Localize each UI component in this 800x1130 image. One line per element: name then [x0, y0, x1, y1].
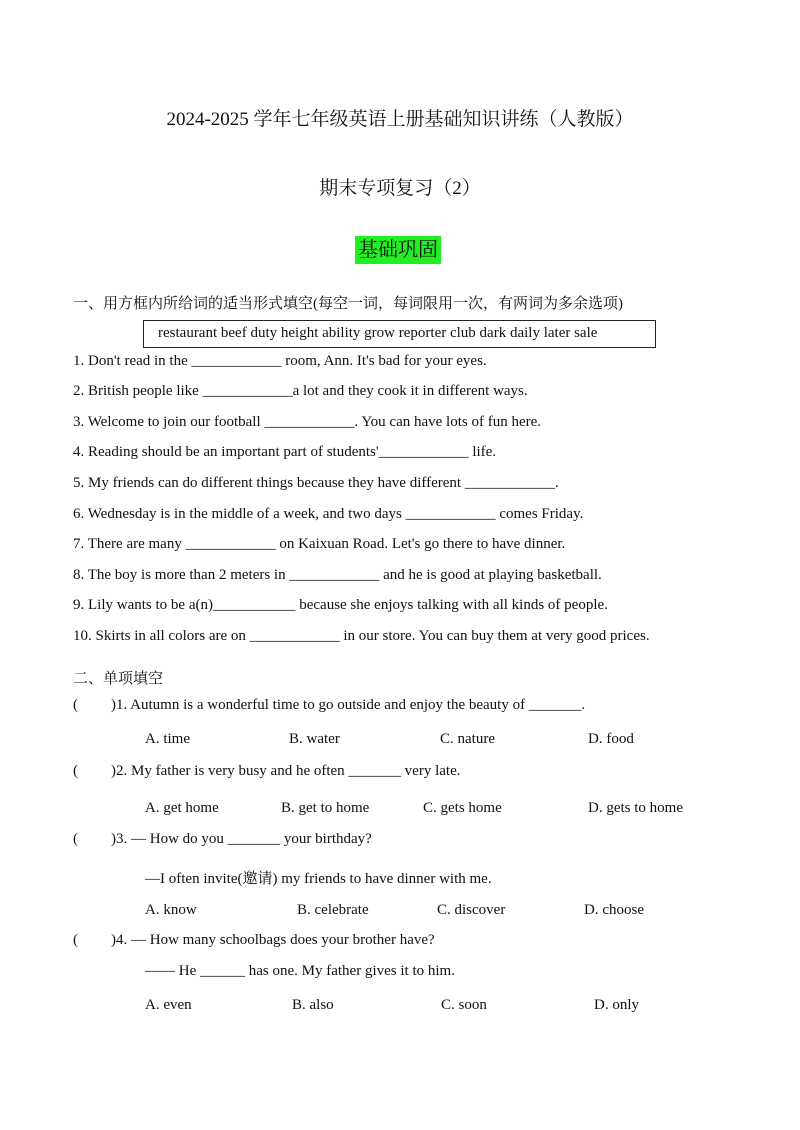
option: A. get home: [145, 800, 219, 816]
fill-item: 8. The boy is more than 2 meters in ____________ and he is good at playing basketball.: [73, 567, 602, 583]
question-reply: —— He ______ has one. My father gives it to him.: [145, 963, 455, 979]
option: C. nature: [440, 731, 495, 747]
fill-item: 1. Don't read in the ____________ room, Ann. It's bad for your eyes.: [73, 353, 487, 369]
option: A. even: [145, 997, 192, 1013]
answer-paren: (: [73, 932, 78, 948]
option: C. soon: [441, 997, 487, 1013]
section1-heading: 一、用方框内所给词的适当形式填空(每空一词，每词限用一次，有两词为多余选项): [73, 296, 623, 312]
answer-paren: (: [73, 697, 78, 713]
fill-item: 10. Skirts in all colors are on ____________ in our store. You can buy them at very good prices.: [73, 628, 650, 644]
option: A. know: [145, 902, 197, 918]
question-stem: )4. — How many schoolbags does your brother have?: [111, 932, 435, 948]
section2-heading: 二、单项填空: [73, 671, 164, 687]
answer-paren: (: [73, 763, 78, 779]
option: A. time: [145, 731, 190, 747]
option: D. choose: [584, 902, 644, 918]
option: D. only: [594, 997, 639, 1013]
option: D. food: [588, 731, 634, 747]
option: B. get to home: [281, 800, 370, 816]
page-title: 2024-2025 学年七年级英语上册基础知识讲练（人教版）: [166, 109, 634, 130]
fill-item: 5. My friends can do different things because they have different ____________.: [73, 475, 559, 491]
option: D. gets to home: [588, 800, 683, 816]
fill-item: 2. British people like ____________a lot and they cook it in different ways.: [73, 383, 528, 399]
option: B. also: [292, 997, 334, 1013]
option: B. celebrate: [297, 902, 369, 918]
question-stem: )1. Autumn is a wonderful time to go outside and enjoy the beauty of _______.: [111, 697, 586, 713]
fill-item: 3. Welcome to join our football ____________. You can have lots of fun here.: [73, 414, 542, 430]
question-reply: —I often invite(邀请) my friends to have dinner with me.: [145, 871, 492, 887]
question-stem: )2. My father is very busy and he often _______ very late.: [111, 763, 461, 779]
fill-item: 4. Reading should be an important part of students'____________ life.: [73, 444, 497, 460]
option: C. discover: [437, 902, 506, 918]
fill-item: 7. There are many ____________ on Kaixuan Road. Let's go there to have dinner.: [73, 536, 566, 552]
option: C. gets home: [423, 800, 502, 816]
option: B. water: [289, 731, 340, 747]
page-subtitle: 期末专项复习（2）: [319, 178, 481, 199]
fill-item: 6. Wednesday is in the middle of a week, and two days ____________ comes Friday.: [73, 506, 584, 522]
question-stem: )3. — How do you _______ your birthday?: [111, 831, 372, 847]
word-box: restaurant beef duty height ability grow reporter club dark daily later sale: [143, 320, 656, 348]
fill-item: 9. Lily wants to be a(n)___________ because she enjoys talking with all kinds of people.: [73, 597, 608, 613]
section-tag: 基础巩固: [355, 236, 441, 264]
answer-paren: (: [73, 831, 78, 847]
